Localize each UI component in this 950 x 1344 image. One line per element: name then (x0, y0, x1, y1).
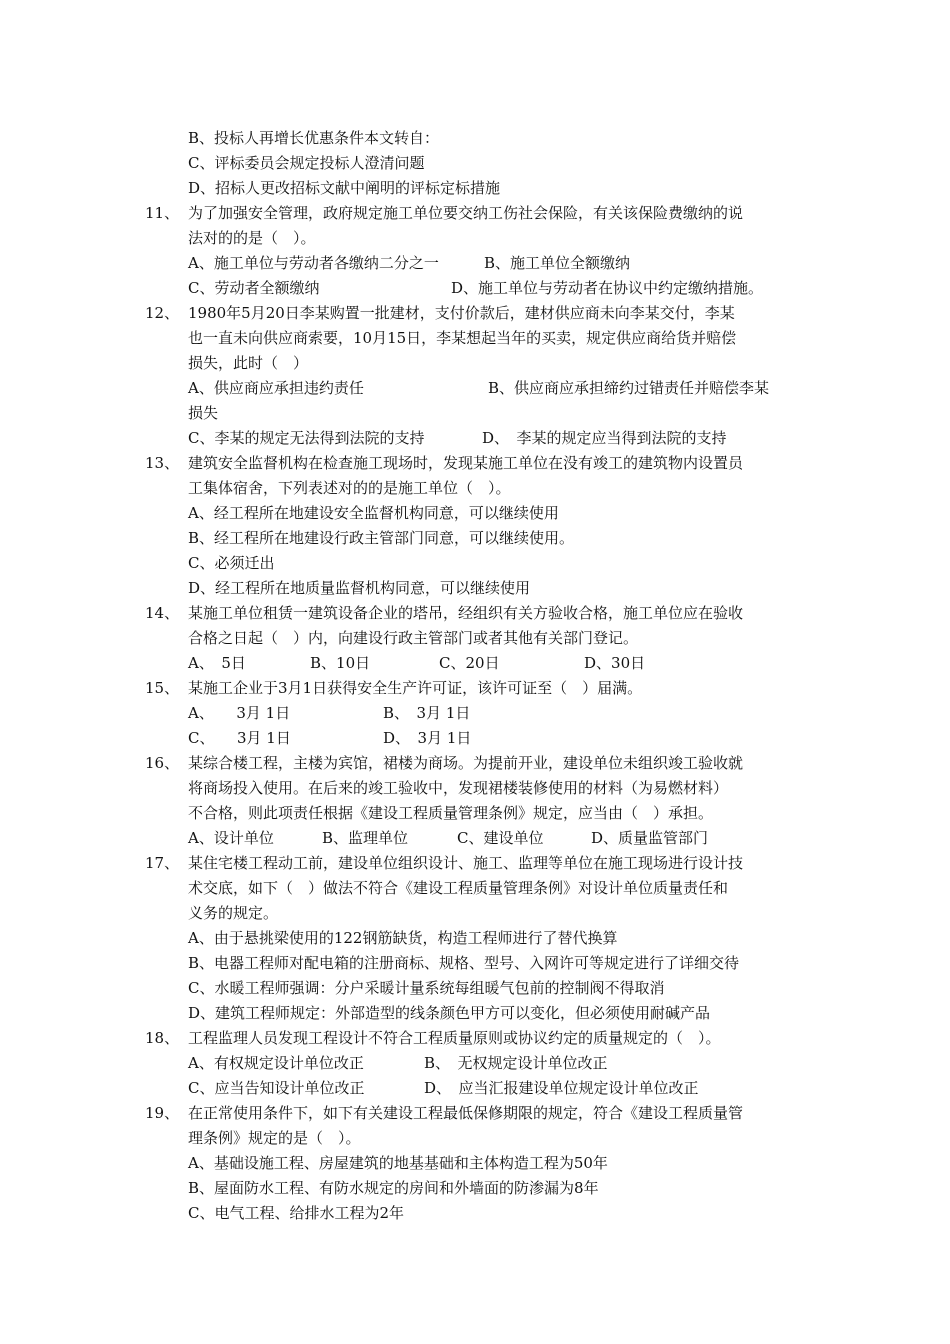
option-text: B、投标人再增长优惠条件本文转自： (188, 129, 440, 147)
option-a: A、由于悬挑梁使用的122钢筋缺货，构造工程师进行了替代换算 (188, 929, 618, 947)
question-text: 义务的规定。 (188, 904, 279, 922)
option-b: B、10日 (310, 654, 371, 672)
question-text: 某住宅楼工程动工前，建设单位组织设计、施工、监理等单位在施工现场进行设计技 (188, 854, 744, 872)
option-c: C、 3月 1日 (188, 729, 291, 747)
option-c: C、电气工程、给排水工程为2年 (188, 1204, 405, 1222)
question-text: 术交底，如下（ ）做法不符合《建设工程质量管理条例》对设计单位质量责任和 (188, 879, 729, 897)
option-c: C、应当告知设计单位改正 (188, 1079, 365, 1097)
question-number: 14、 (145, 604, 180, 622)
option-c: C、李某的规定无法得到法院的支持 (188, 429, 425, 447)
question-text: 将商场投入使用。在后来的竣工验收中，发现裙楼装修使用的材料（为易燃材料） (188, 779, 729, 797)
option-a: A、经工程所在地建设安全监督机构同意，可以继续使用 (188, 504, 559, 522)
question-text: 某施工企业于3月1日获得安全生产许可证，该许可证至（ ）届满。 (188, 679, 643, 697)
option-b: B、监理单位 (322, 829, 409, 847)
question-number: 18、 (145, 1029, 180, 1047)
question-text: 为了加强安全管理，政府规定施工单位要交纳工伤社会保险，有关该保险费缴纳的说 (188, 204, 744, 222)
question-text: 建筑安全监督机构在检查施工现场时，发现某施工单位在没有竣工的建筑物内设置员 (188, 454, 744, 472)
option-d: D、建筑工程师规定：外部造型的线条颜色甲方可以变化，但必须使用耐碱产品 (188, 1004, 711, 1022)
option-b: B、 无权规定设计单位改正 (424, 1054, 608, 1072)
question-number: 16、 (145, 754, 180, 772)
option-a: A、施工单位与劳动者各缴纳二分之一 (188, 254, 439, 272)
option-d: D、施工单位与劳动者在协议中约定缴纳措施。 (451, 279, 764, 297)
question-text: 不合格，则此项责任根据《建设工程质量管理条例》规定，应当由（ ）承担。 (188, 804, 714, 822)
option-c: C、20日 (439, 654, 500, 672)
option-a: A、设计单位 (188, 829, 274, 847)
option-a: A、基础设施工程、房屋建筑的地基基础和主体构造工程为50年 (188, 1154, 608, 1172)
option-d: D、30日 (584, 654, 646, 672)
question-text: 某综合楼工程，主楼为宾馆，裙楼为商场。为提前开业，建设单位未组织竣工验收就 (188, 754, 744, 772)
question-text: 损失，此时（ ） (188, 354, 309, 372)
question-number: 11、 (145, 204, 180, 222)
question-number: 15、 (145, 679, 180, 697)
option-d: D、质量监管部门 (591, 829, 709, 847)
option-c: C、劳动者全额缴纳 (188, 279, 320, 297)
option-b: B、 3月 1日 (383, 704, 471, 722)
question-text: 某施工单位租赁一建筑设备企业的塔吊，经组织有关方验收合格，施工单位应在验收 (188, 604, 744, 622)
question-text: 1980年5月20日李某购置一批建材，支付价款后，建材供应商未向李某交付，李某 (188, 304, 735, 322)
question-text: 在正常使用条件下，如下有关建设工程最低保修期限的规定，符合《建设工程质量管 (188, 1104, 744, 1122)
question-number: 13、 (145, 454, 180, 472)
option-b-continued: 损失 (188, 404, 219, 422)
question-text: 工集体宿舍，下列表述对的的是施工单位（ ）。 (188, 479, 511, 497)
option-a: A、有权规定设计单位改正 (188, 1054, 364, 1072)
question-number: 19、 (145, 1104, 180, 1122)
option-a: A、 5日 (188, 654, 246, 672)
question-number: 12、 (145, 304, 180, 322)
option-d: D、 应当汇报建设单位规定设计单位改正 (424, 1079, 699, 1097)
option-b: B、经工程所在地建设行政主管部门同意，可以继续使用。 (188, 529, 575, 547)
option-d: D、 3月 1日 (383, 729, 472, 747)
option-text: D、招标人更改招标文献中阐明的评标定标措施 (188, 179, 501, 197)
option-a: A、 3月 1日 (188, 704, 291, 722)
option-d: D、 李某的规定应当得到法院的支持 (482, 429, 727, 447)
question-text: 工程监理人员发现工程设计不符合工程质量原则或协议约定的质量规定的（ ）。 (188, 1029, 721, 1047)
question-number: 17、 (145, 854, 180, 872)
question-text: 理条例》规定的是（ ）。 (188, 1129, 361, 1147)
question-text: 合格之日起（ ）内，向建设行政主管部门或者其他有关部门登记。 (188, 629, 639, 647)
option-c: C、水暖工程师强调：分户采暖计量系统每组暖气包前的控制阀不得取消 (188, 979, 665, 997)
question-text: 也一直未向供应商索要，10月15日，李某想起当年的买卖，规定供应商给货并赔偿 (188, 329, 737, 347)
question-text: 法对的的是（ ）。 (188, 229, 316, 247)
option-c: C、建设单位 (457, 829, 544, 847)
option-d: D、经工程所在地质量监督机构同意，可以继续使用 (188, 579, 531, 597)
option-b: B、供应商应承担缔约过错责任并赔偿李某 (488, 379, 770, 397)
option-text: C、评标委员会规定投标人澄清问题 (188, 154, 425, 172)
option-b: B、屋面防水工程、有防水规定的房间和外墙面的防渗漏为8年 (188, 1179, 599, 1197)
option-b: B、施工单位全额缴纳 (484, 254, 631, 272)
option-c: C、必须迁出 (188, 554, 275, 572)
option-b: B、电器工程师对配电箱的注册商标、规格、型号、入网许可等规定进行了详细交待 (188, 954, 740, 972)
option-a: A、供应商应承担违约责任 (188, 379, 364, 397)
